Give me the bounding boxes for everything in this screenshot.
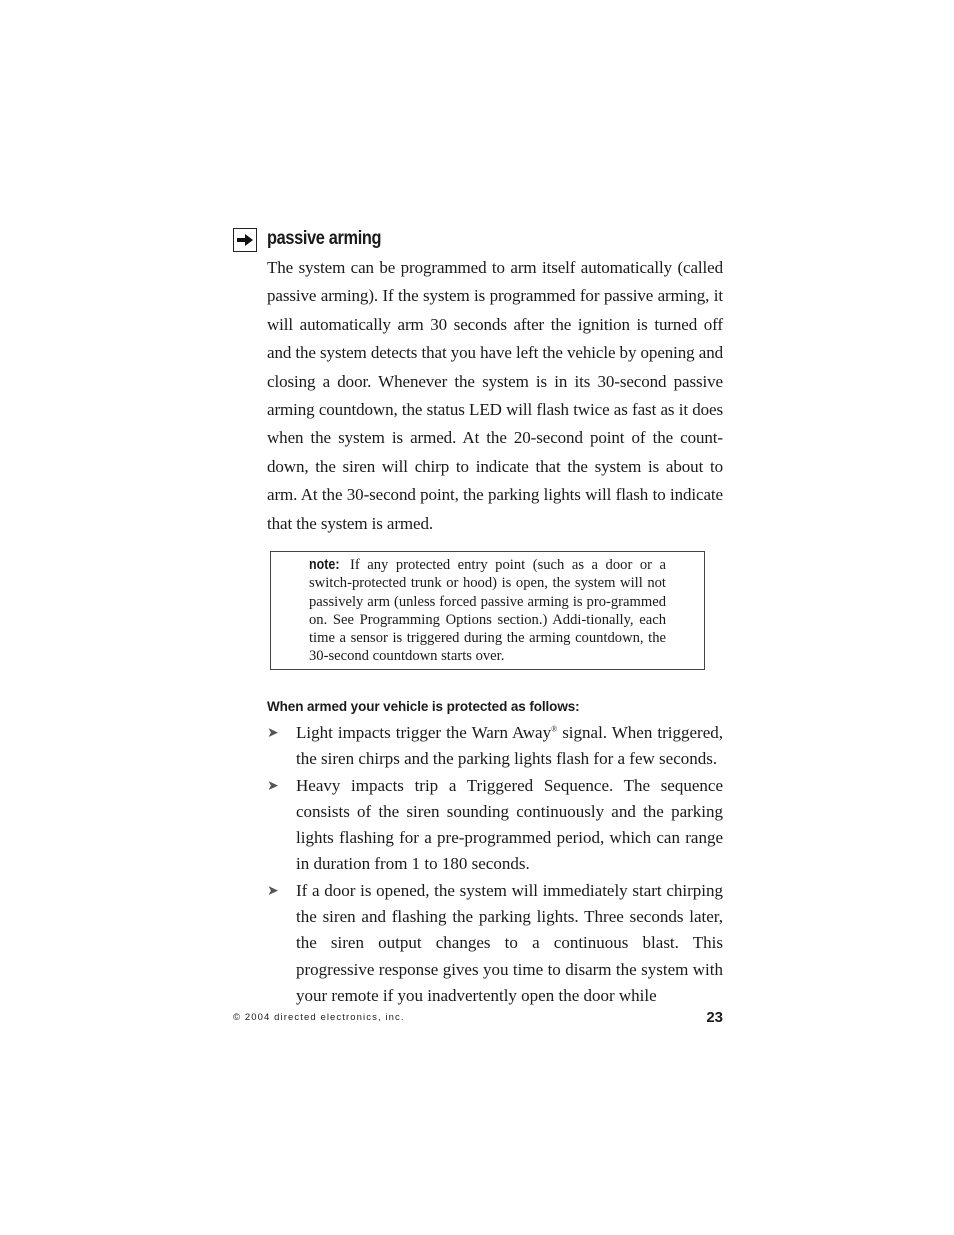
list-item-text: Heavy impacts trip a Triggered Sequence. The sequence consists of the siren sounding continuously and the parking lights flashing for a pre-programmed period, which can range in duration from 1 to 180 seconds. xyxy=(296,775,723,874)
list-item xyxy=(267,878,723,1009)
note-box xyxy=(270,551,705,670)
protection-heading: When armed your vehicle is protected as follows: xyxy=(267,699,580,714)
note-text: If any protected entry point (such as a door or a switch-protected trunk or hood) is open, the system will not passively arm (unless forced passive arming is pro-grammed on. See Programming Options section.) Addi-tionally, each time a sensor is triggered during the arming countdown, the 30-second countdown starts over. xyxy=(309,557,667,665)
note-label: note: xyxy=(309,557,340,573)
list-item xyxy=(267,720,723,773)
section-title: passive arming xyxy=(267,228,382,249)
right-arrow-icon xyxy=(233,228,257,252)
bullet-arrow-icon: ➤ xyxy=(267,882,279,899)
note-paragraph xyxy=(309,556,666,666)
copyright-notice: © 2004 directed electronics, inc. xyxy=(233,1012,405,1023)
list-item-text-part: signal. When triggered, the siren chirps and the parking lights flash for a few seconds. xyxy=(296,723,723,769)
list-item xyxy=(267,773,723,878)
body-paragraph: The system can be programmed to arm itself automatically (called passive arming). If the system is programmed for passive arming, it will automatically arm 30 seconds after the ignition is turned off and the system detects that you have left the vehicle by opening and closing a door. Whenever the system is in its 30-second passive arming countdown, the status LED will flash twice as fast as it does when the system is armed. At the 20-second point of the count-down, the siren will chirp to indicate that the system is about to arm. At the 30-second point, the parking lights will flash to indicate that the system is armed. xyxy=(267,258,723,533)
list-item-text xyxy=(296,720,723,773)
registered-mark: ® xyxy=(551,724,558,734)
protection-list xyxy=(267,720,723,1009)
bullet-arrow-icon: ➤ xyxy=(267,777,279,794)
page-number: 23 xyxy=(706,1009,723,1026)
list-item-text: If a door is opened, the system will immediately start chirping the siren and flashing the parking lights. Three seconds later, the siren output changes to a continuous blast. This progressive response gives you time to disarm the system with your remote if you inadvertently open the door while xyxy=(296,880,723,1005)
bullet-arrow-icon: ➤ xyxy=(267,725,279,741)
list-item-text-part: Light impacts trigger the Warn Away xyxy=(296,723,552,742)
